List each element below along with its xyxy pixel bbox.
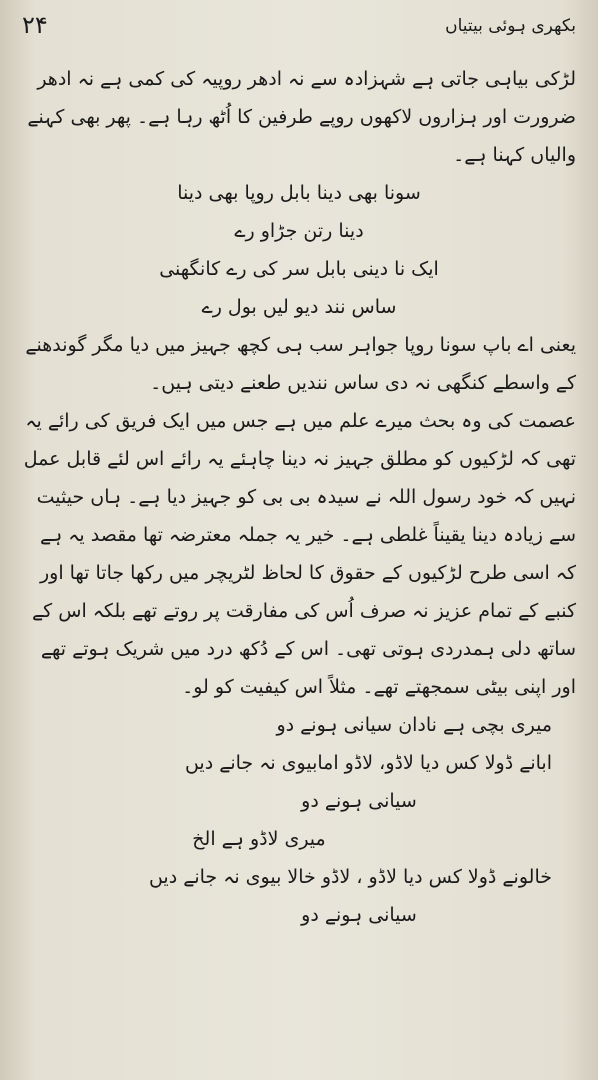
paragraph-1: لڑکی بیاہی جاتی ہے شہزادہ سے نہ ادھر روپیہ کی کمی ہے نہ ادھر ضرورت اور ہزاروں لاکھوں روپے طرفین کا اُٹھ رہا ہے۔ پھر بھی کہنے والیاں کہنا ہے۔ bbox=[27, 68, 576, 166]
verse-2-line-5: خالونے ڈولا کس دیا لاڈو ، لاڈو خالا بیوی نہ جانے دیں bbox=[148, 866, 552, 888]
verse-1-line-1: سونا بھی دینا بابل روپا بھی دینا bbox=[177, 182, 421, 204]
verse-2-line-4: میری لاڈو ہے الخ bbox=[192, 828, 326, 850]
paragraph-3: عصمت کی وہ بحث میرے علم میں ہے جس میں ایک فریق کی رائے یہ تھی کہ لڑکیوں کو مطلق جہیز نہ دینا چاہئے یہ رائے اس لئے قابل عمل نہیں کہ خود رسول اللہ نے سیدہ بی بی کو جہیز دیا ہے۔ ہاں حیثیت سے زیادہ دینا یقیناً غلطی ہے۔ خیر یہ جملہ معترضہ تھا مقصد یہ ہے کہ اسی طرح لڑکیوں کے حقوق کا لحاظ لٹریچر میں رکھا جاتا تھا اور کنبے کے تمام عزیز نہ صرف اُس کی مفارقت پر روتے تھے بلکہ اس کے ساتھ دلی ہمدردی ہوتی تھی۔ اس کے دُکھ درد میں شریک ہوتے تھے اور اپنی بیٹی سمجھتے تھے۔ مثلاً اس کیفیت کو لو۔ bbox=[23, 410, 576, 698]
verse-2-line-6: سیانی ہونے دو bbox=[301, 904, 417, 926]
verse-1-line-3: ایک نا دینی بابل سر کی رے کانگھنی bbox=[159, 258, 439, 280]
paragraph-2: یعنی اے باپ سونا روپا جواہر سب ہی کچھ جہیز میں دیا مگر گوندھنے کے واسطے کنگھی نہ دی ساس نندیں طعنے دیتی ہیں۔ bbox=[25, 334, 576, 394]
verse-2-line-3: سیانی ہونے دو bbox=[301, 790, 417, 812]
page-body bbox=[22, 60, 576, 1074]
verse-1-line-2: دینا رتن جڑاو رے bbox=[234, 220, 364, 242]
verse-1 bbox=[22, 174, 576, 326]
verse-1-line-4: ساس نند دیو لیں بول رے bbox=[201, 296, 397, 318]
verse-2-line-2: ابانے ڈولا کس دیا لاڈو، لاڈو امابیوی نہ جانے دیں bbox=[184, 752, 552, 774]
page-header bbox=[22, 8, 576, 42]
verse-2-line-1: میری بچی ہے نادان سیانی ہونے دو bbox=[276, 714, 552, 736]
page-number: ۲۴ bbox=[22, 11, 48, 39]
book-title: بکھری ہوئی بیتیاں bbox=[445, 15, 576, 36]
verse-2 bbox=[22, 706, 576, 934]
